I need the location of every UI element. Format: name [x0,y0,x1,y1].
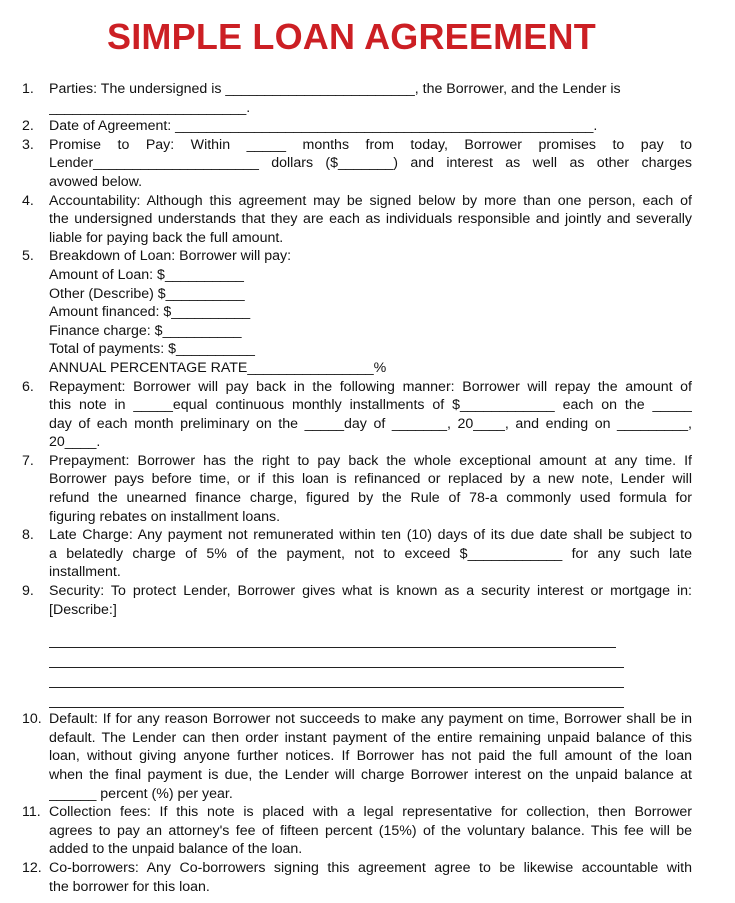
blank-line [49,628,616,648]
document-title: SIMPLE LOAN AGREEMENT [107,16,596,57]
clause-number: 2. [22,118,34,135]
clause-number: 1. [22,81,34,97]
clause-line: a belatedly charge of 5% of the payment, not to exceed $____________ for any such late [49,545,692,562]
clause-number: 12. [22,859,42,876]
blank-line [49,668,624,688]
clause-parties [22,80,692,117]
clause-number: 8. [22,527,34,544]
clause-co-borrowers [22,859,692,896]
clause-line: liable for paying back the full amount. [49,229,284,246]
clause-number: 6. [22,378,34,395]
clause-line: agrees to pay an attorney's fee of fifteen percent (15%) of the voluntary balance. This fee will be [49,822,692,839]
clause-line: Lender_____________________ dollars ($_______) and interest as well as other charges [49,155,692,172]
clause-number: 9. [22,583,34,600]
clause-line: ______ percent (%) per year. [49,785,233,802]
clause-line: when the final payment is due, the Lender will charge Borrower interest on the unpaid balance at [49,767,692,783]
clause-line: loan, without giving anyone further notices. If Borrower has not paid the full amount of the loan [49,748,692,765]
clause-line: the borrower for this loan. [49,878,210,895]
clause-line: Promise to Pay: Within _____ months from today, Borrower promises to pay to [49,136,692,153]
clause-repayment [22,378,692,452]
clause-line: Prepayment: Borrower has the right to pay back the whole exceptional amount at any time. If [49,452,692,469]
clause-line: Accountability: Although this agreement may be signed below by more than one person, each of [49,192,692,209]
clause-line: _________________________. [49,99,251,116]
clause-line: avowed below. [49,173,143,190]
clause-default [22,710,692,803]
clause-line: Breakdown of Loan: Borrower will pay: [49,248,292,265]
clause-line: Repayment: Borrower will pay back in the following manner: Borrower will repay the amount of [49,378,692,395]
clause-line: Borrower pays before time, or if this loan is refinanced or replaced by a new note, Lender will [49,471,692,488]
clause-line: Total of payments: $__________ [49,341,255,358]
clause-line: refund the unearned finance charge, figured by the Rule of 78-a commonly used formula for [49,490,692,507]
clause-line: Amount of Loan: $__________ [49,266,244,283]
clause-promise-to-pay [22,136,692,192]
clause-number: 7. [22,452,34,469]
security-description-lines [49,628,692,708]
clause-line: Other (Describe) $__________ [49,285,245,302]
clause-accountability [22,192,692,248]
clause-breakdown [22,247,692,377]
clause-collection-fees [22,803,692,859]
clause-line: Security: To protect Lender, Borrower gives what is known as a security interest or mortgage in: [49,583,692,600]
clause-line: [Describe:] [49,601,117,618]
clause-line: Finance charge: $__________ [49,322,242,339]
agreement-body [22,80,692,896]
clause-number: 4. [22,192,34,209]
clause-line: installment. [49,564,121,581]
clause-line: Co-borrowers: Any Co-borrowers signing this agreement agree to be likewise accountable with [49,859,692,876]
clause-line: this note in _____equal continuous monthly installments of $____________ each on the _____ [49,397,692,414]
clause-number: 5. [22,248,34,265]
blank-line [49,648,624,668]
clause-line: 20____. [49,434,101,451]
clause-security [22,582,692,708]
clause-line: figuring rebates on installment loans. [49,508,281,525]
blank-line [49,688,624,708]
clause-line: default. The Lender can then order instant payment of the entire remaining unpaid balance of this [49,729,692,746]
clause-line: Default: If for any reason Borrower not succeeds to make any payment on time, Borrower shall be in [49,711,692,728]
clause-late-charge [22,526,692,582]
clause-number: 10. [22,711,42,728]
clause-line: ANNUAL PERCENTAGE RATE________________% [49,359,387,376]
clause-line: Late Charge: Any payment not remunerated within ten (10) days of its due date shall be subject to [49,527,692,544]
clause-line: day of each month preliminary on the _____day of _______, 20____, and ending on _________, [49,415,692,432]
clause-line: Parties: The undersigned is ________________________, the Borrower, and the Lender is [49,81,621,97]
clause-date [22,117,692,136]
clause-line: Collection fees: If this note is placed with a legal representative for collection, then Borrower [49,804,692,821]
clause-line: the undersigned understands that they are each as individuals responsible and jointly and severally [49,211,692,228]
clause-line: Amount financed: $__________ [49,304,251,321]
clause-line: Date of Agreement: _____________________________________________________. [49,118,598,135]
clause-line: added to the unpaid balance of the loan. [49,841,303,858]
clause-number: 3. [22,136,34,153]
clause-number: 11. [22,804,41,821]
clause-prepayment [22,452,692,526]
